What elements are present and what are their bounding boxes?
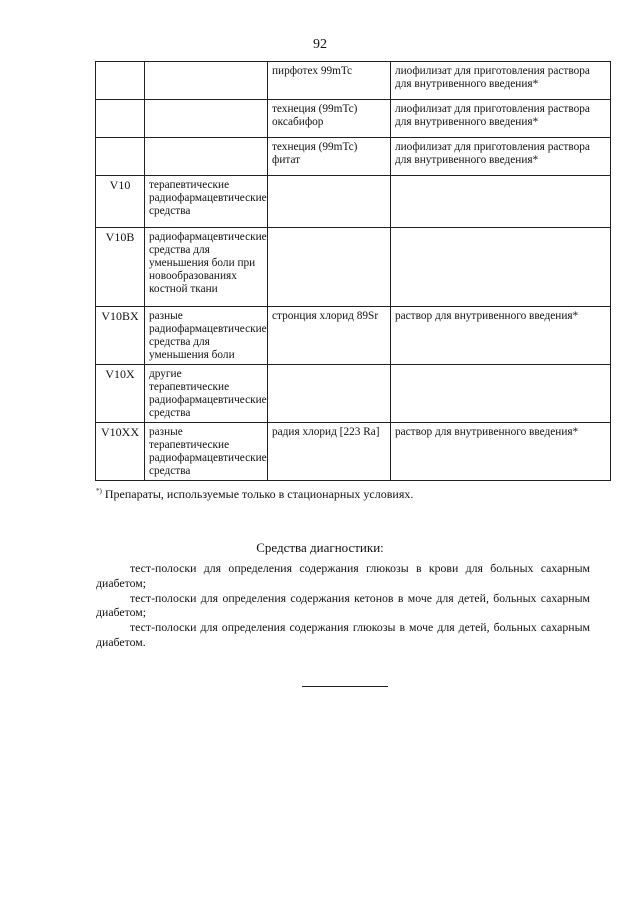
footnote-marker: *) [96,487,102,495]
dosage-form-cell: раствор для внутривенного введения* [391,307,611,365]
substance-cell: технеция (99mTc) фитат [268,138,391,176]
footnote-text: Препараты, используемые только в стационарных условиях. [101,487,414,501]
table-row [96,138,611,176]
dosage-form-cell: лиофилизат для приготовления раствора для внутривенного введения* [391,62,611,100]
table-row [96,307,611,365]
atc-code-cell: V10BX [96,307,145,365]
page-number: 92 [313,37,327,52]
atc-code-cell: V10 [96,176,145,228]
atc-code-cell: V10B [96,228,145,307]
table-row [96,423,611,481]
list-item: тест-полоски для определения содержания глюкозы в моче для детей, больных сахарным диабетом. [96,620,590,649]
substance-cell [268,365,391,423]
dosage-form-cell [391,228,611,307]
atc-code-cell [96,62,145,100]
group-cell: терапевтические радиофармацевтические средства [145,176,268,228]
group-cell [145,62,268,100]
drug-table [95,61,611,481]
table-row [96,228,611,307]
substance-cell [268,228,391,307]
table-row [96,176,611,228]
group-cell: разные радиофармацевтические средства для уменьшения боли [145,307,268,365]
substance-cell [268,176,391,228]
group-cell [145,100,268,138]
diagnostics-heading: Средства диагностики: [256,540,384,555]
group-cell: другие терапевтические радиофармацевтические средства [145,365,268,423]
diagnostics-list [96,561,590,650]
group-cell: разные терапевтические радиофармацевтические средства [145,423,268,481]
substance-cell: стронция хлорид 89Sr [268,307,391,365]
list-item: тест-полоски для определения содержания глюкозы в крови для больных сахарным диабетом; [96,561,590,590]
dosage-form-cell: лиофилизат для приготовления раствора для внутривенного введения* [391,100,611,138]
atc-code-cell [96,100,145,138]
dosage-form-cell [391,176,611,228]
dosage-form-cell: раствор для внутривенного введения* [391,423,611,481]
group-cell: радиофармацевтические средства для уменьшения боли при новообразованиях костной ткани [145,228,268,307]
substance-cell: пирфотех 99mTc [268,62,391,100]
substance-cell: технеция (99mTc) оксабифор [268,100,391,138]
substance-cell: радия хлорид [223 Ra] [268,423,391,481]
footnote [96,487,413,502]
group-cell [145,138,268,176]
dosage-form-cell: лиофилизат для приготовления раствора для внутривенного введения* [391,138,611,176]
table-row [96,62,611,100]
table-row [96,100,611,138]
table-row [96,365,611,423]
end-divider [302,686,388,687]
list-item: тест-полоски для определения содержания кетонов в моче для детей, больных сахарным диабетом; [96,590,590,620]
drug-table-body [96,62,611,481]
atc-code-cell [96,138,145,176]
atc-code-cell: V10X [96,365,145,423]
dosage-form-cell [391,365,611,423]
atc-code-cell: V10XX [96,423,145,481]
